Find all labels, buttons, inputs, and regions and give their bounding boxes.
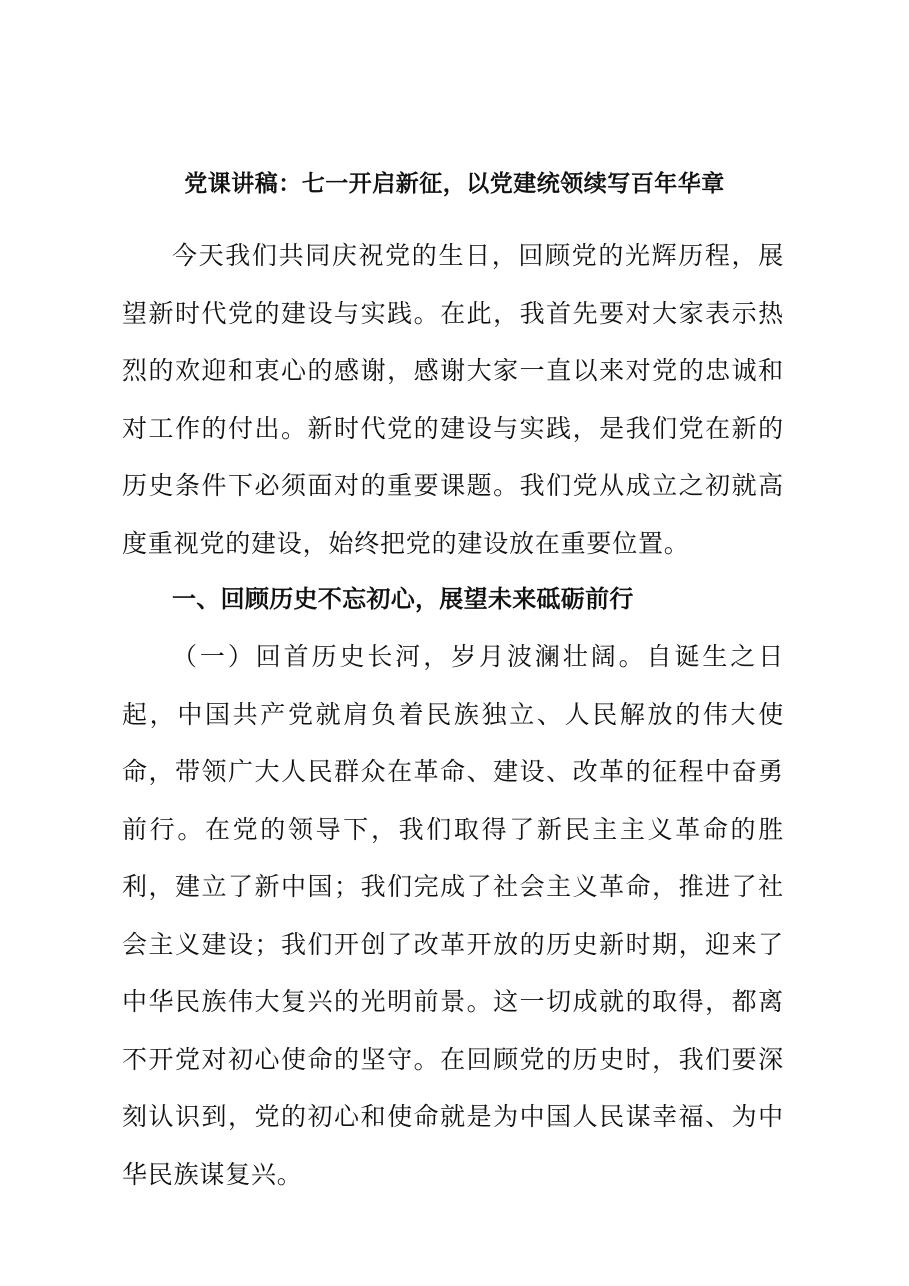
- history-paragraph: （一）回首历史长河，岁月波澜壮阔。自诞生之日起，中国共产党就肩负着民族独立、人民解放的伟大使命，带领广大人民群众在革命、建设、改革的征程中奋勇前行。在党的领导下，我们取得了新民主主义革命的胜利，建立了新中国；我们完成了社会主义革命，推进了社会主义建设；我们开创了改革开放的历史新时期，迎来了中华民族伟大复兴的光明前景。这一切成就的取得，都离不开党对初心使命的坚守。在回顾党的历史时，我们要深刻认识到，党的初心和使命就是为中国人民谋幸福、为中华民族谋复兴。: [122, 642, 784, 1189]
- document-title: 党课讲稿：七一开启新征，以党建统领续写百年华章: [184, 171, 725, 197]
- intro-paragraph: 今天我们共同庆祝党的生日，回顾党的光辉历程，展望新时代党的建设与实践。在此，我首先要对大家表示热烈的欢迎和衷心的感谢，感谢大家一直以来对党的忠诚和对工作的付出。新时代党的建设与实践，是我们党在新的历史条件下必须面对的重要课题。我们党从成立之初就高度重视党的建设，始终把党的建设放在重要位置。: [122, 241, 784, 558]
- section-heading: 一、回顾历史不忘初心，展望未来砥砺前行: [172, 585, 634, 613]
